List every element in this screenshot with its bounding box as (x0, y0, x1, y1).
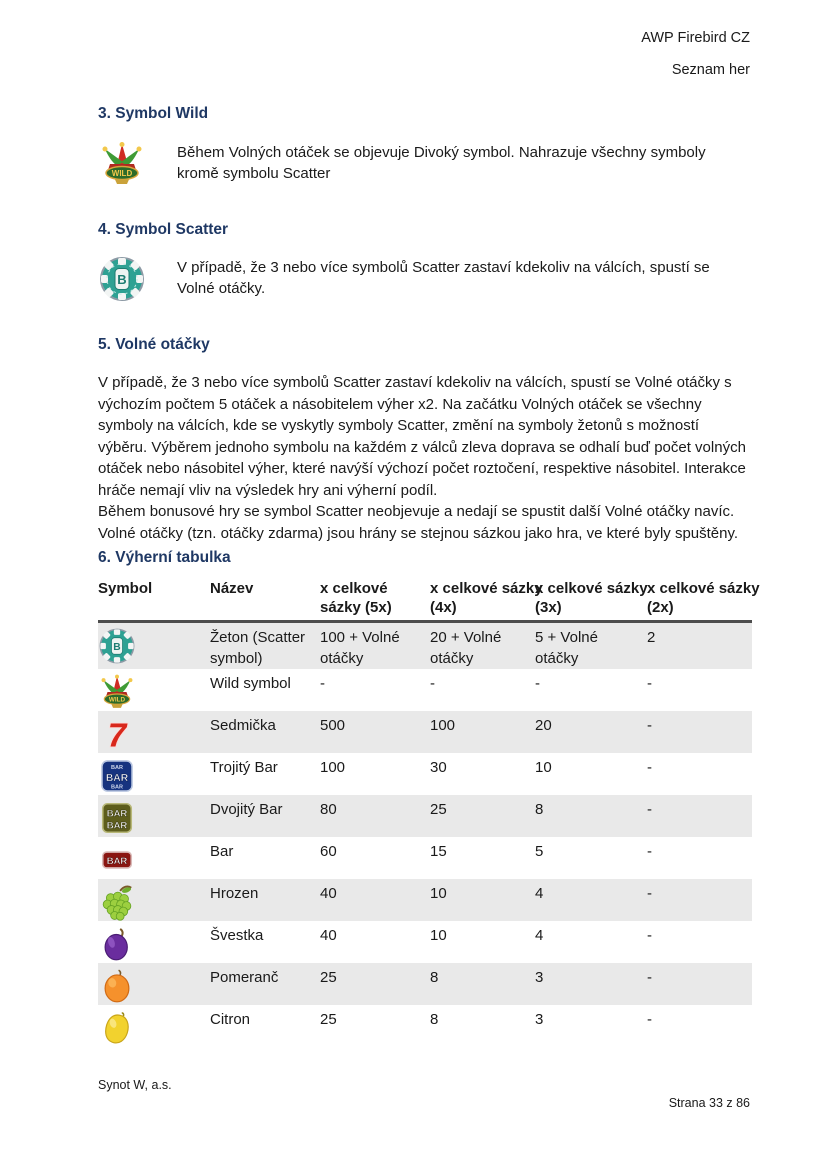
cell-4x: 30 (430, 759, 447, 776)
table-row-sedmicka (98, 711, 752, 753)
cell-4x: 25 (430, 801, 447, 818)
table-row-citron (98, 1005, 752, 1047)
running-header (98, 30, 750, 78)
doc-title: AWP Firebird CZ (641, 30, 750, 46)
lemon-icon (98, 1009, 206, 1047)
svg-text:BAR: BAR (106, 820, 128, 832)
table-row-zeton (98, 622, 752, 670)
cell-name: Švestka (210, 927, 264, 944)
cell-3x: 20 (535, 717, 552, 734)
table-row-hrozen (98, 879, 752, 921)
wild-jester-hat-icon (98, 140, 146, 188)
triple-bar-icon (98, 757, 206, 795)
section-heading-symbol-scatter: 4. Symbol Scatter (98, 221, 229, 238)
cell-5x: 25 (320, 969, 337, 986)
svg-text:BAR: BAR (106, 855, 128, 867)
cell-2x: - (647, 675, 652, 692)
cell-2x: - (647, 969, 652, 986)
svg-text:BAR: BAR (105, 772, 129, 784)
double-bar-icon (98, 799, 206, 837)
cell-3x: 3 (535, 1011, 544, 1028)
svg-text:WILD: WILD (108, 696, 126, 704)
cell-4x: - (430, 675, 435, 692)
table-row-wild (98, 669, 752, 711)
table-row-pomeranc (98, 963, 752, 1005)
cell-name: Bar (210, 843, 234, 860)
cell-4x: 15 (430, 843, 447, 860)
cell-3x: 5 (535, 843, 544, 860)
free-spins-paragraphs (98, 372, 750, 544)
cell-name: Sedmička (210, 717, 276, 734)
cell-2x: - (647, 927, 652, 944)
cell-4x: 20 + Volné otáčky (430, 629, 502, 667)
cell-3x: 3 (535, 969, 544, 986)
orange-icon (98, 967, 206, 1005)
table-row-trojity-bar (98, 753, 752, 795)
cell-name: Žeton (Scatter symbol) (210, 629, 306, 667)
cell-name: Pomeranč (210, 969, 279, 986)
cell-2x: 2 (647, 629, 656, 646)
cell-3x: - (535, 675, 540, 692)
cell-4x: 8 (430, 969, 439, 986)
cell-5x: 80 (320, 801, 337, 818)
cell-3x: 4 (535, 885, 544, 902)
table-row-dvojity-bar (98, 795, 752, 837)
cell-2x: - (647, 759, 652, 776)
svg-text:BAR: BAR (111, 784, 123, 791)
wild-jester-hat-icon (98, 673, 206, 711)
scatter-chip-icon (98, 627, 206, 665)
cell-5x: 100 (320, 759, 346, 776)
cell-3x: 10 (535, 759, 552, 776)
cell-2x: - (647, 843, 652, 860)
cell-5x: 60 (320, 843, 337, 860)
cell-3x: 8 (535, 801, 544, 818)
cell-name: Wild symbol (210, 675, 291, 692)
plum-icon (98, 925, 206, 963)
svg-text:BAR: BAR (106, 808, 128, 820)
seven-icon (98, 715, 206, 753)
cell-5x: 100 + Volné otáčky (320, 629, 400, 667)
cell-5x: 40 (320, 885, 337, 902)
col-header-5x: x celkové sázky (5x) (320, 579, 430, 622)
col-header-3x: x celkové sázky (3x) (535, 579, 647, 622)
free-spins-paragraph-1: V případě, že 3 nebo více symbolů Scatter zastaví kdekoliv na válcích, spustí se Volné otáčky s výchozím počtem 5 otáček a násobitelem výher x2. Na začátku Volných otáček se všechny symboly na válcích, kde se vyskytly symboly Scatter, změní na symboly žetonů s možností výběru. Výběrem jednoho symbolu na každém z válců zleva doprava se odhalí buď počet volných otáček nebo násobitel výher, které navýší výchozí počet roztočení, respektive násobitel. Interakce hráče nemají vliv na výsledek hry ani výherní podíl. (98, 374, 746, 499)
col-header-2x: x celkové sázky (2x) (647, 579, 752, 622)
svg-text:B: B (113, 641, 121, 653)
cell-4x: 10 (430, 927, 447, 944)
section-scatter-row (98, 255, 750, 303)
table-row-bar (98, 837, 752, 879)
cell-5x: 40 (320, 927, 337, 944)
cell-5x: 500 (320, 717, 346, 734)
table-row-svestka (98, 921, 752, 963)
single-bar-icon (98, 841, 206, 879)
scatter-chip-icon (98, 255, 146, 303)
section-heading-vyherni-tabulka: 6. Výherní tabulka (98, 549, 231, 566)
section-wild-row (98, 140, 750, 188)
cell-name: Trojitý Bar (210, 759, 278, 776)
footer-company: Synot W, a.s. (98, 1078, 172, 1092)
cell-name: Hrozen (210, 885, 259, 902)
section-wild-text: Během Volných otáček se objevuje Divoký symbol. Nahrazuje všechny symboly kromě symbolu Scatter (177, 144, 706, 182)
payout-table (98, 579, 760, 1047)
svg-text:BAR: BAR (111, 764, 123, 771)
grapes-icon (98, 883, 206, 921)
svg-text:WILD: WILD (111, 169, 133, 178)
cell-4x: 100 (430, 717, 456, 734)
cell-name: Citron (210, 1011, 251, 1028)
cell-2x: - (647, 885, 652, 902)
cell-4x: 10 (430, 885, 447, 902)
cell-3x: 4 (535, 927, 544, 944)
cell-5x: 25 (320, 1011, 337, 1028)
section-heading-volne-otacky: 5. Volné otáčky (98, 336, 210, 353)
cell-5x: - (320, 675, 325, 692)
col-header-4x: x celkové sázky (4x) (430, 579, 535, 622)
section-scatter-text: V případě, že 3 nebo více symbolů Scatter zastaví kdekoliv na válcích, spustí se Volné otáčky. (177, 259, 710, 297)
col-header-nazev: Název (210, 579, 320, 622)
cell-2x: - (647, 1011, 652, 1028)
cell-2x: - (647, 717, 652, 734)
svg-text:7: 7 (107, 717, 127, 753)
doc-subtitle: Seznam her (671, 62, 750, 78)
footer-page-number: Strana 33 z 86 (668, 1096, 750, 1110)
cell-2x: - (647, 801, 652, 818)
cell-3x: 5 + Volné otáčky (535, 629, 598, 667)
section-heading-symbol-wild: 3. Symbol Wild (98, 105, 209, 122)
payout-table-header-row (98, 579, 752, 622)
col-header-symbol: Symbol (98, 579, 210, 622)
cell-4x: 8 (430, 1011, 439, 1028)
cell-name: Dvojitý Bar (210, 801, 283, 818)
free-spins-paragraph-2: Během bonusové hry se symbol Scatter neobjevuje a nedají se spustit další Volné otáčky navíc. Volné otáčky (tzn. otáčky zdarma) jsou hrány se stejnou sázkou jako hra, ve které byly spuštěny. (98, 503, 739, 542)
svg-text:B: B (117, 272, 127, 287)
